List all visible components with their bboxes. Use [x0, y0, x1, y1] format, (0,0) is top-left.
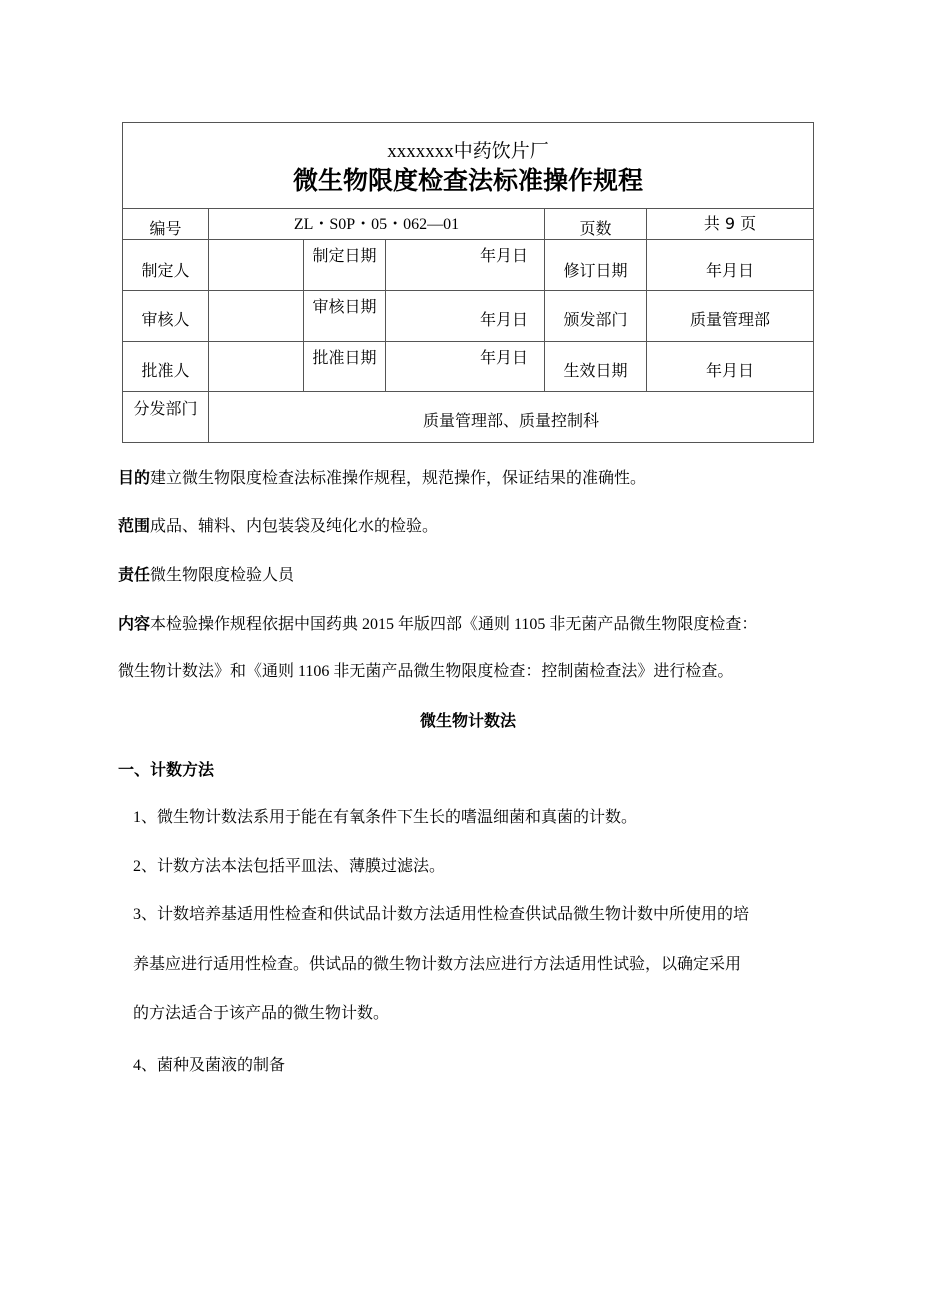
title-cell	[123, 123, 814, 209]
responsibility-paragraph: 责任微生物限度检验人员	[118, 565, 295, 584]
list-item-3-line1: 3、计数培养基适用性检查和供试品计数方法适用性检查供试品微生物计数中所使用的培	[133, 906, 750, 923]
reviewed-date-value: 年月日	[386, 291, 545, 342]
list-item-4: 4、菌种及菌液的制备	[133, 1057, 286, 1074]
list-item-3-line3: 的方法适合于该产品的微生物计数。	[133, 1003, 390, 1022]
issuing-dept-label: 颁发部门	[545, 291, 647, 342]
prepared-date-value: 年月日	[386, 240, 545, 291]
dist-dept-value: 质量管理部、质量控制科	[209, 392, 814, 443]
pages-label: 页数	[545, 209, 647, 240]
revised-date-value: 年月日	[647, 240, 814, 291]
approved-by-label: 批准人	[123, 342, 209, 392]
purpose-paragraph: 目的建立微生物限度检查法标准操作规程，规范操作，保证结果的准确性。	[118, 468, 647, 487]
document-title: 微生物限度检查法标准操作规程	[293, 166, 644, 195]
code-value: ZL・S0P・05・062—01	[209, 209, 545, 240]
dist-dept-label: 分发部门	[123, 392, 209, 443]
content-paragraph-line1: 内容本检验操作规程依据中国药典 2015 年版四部《通则 1105 非无菌产品微生物限度检查：	[118, 614, 758, 633]
effective-date-value: 年月日	[647, 342, 814, 392]
revised-date-label: 修订日期	[545, 240, 647, 291]
issuing-dept-value: 质量管理部	[647, 291, 814, 342]
list-item-1: 1、微生物计数法系用于能在有氧条件下生长的嗜温细菌和真菌的计数。	[133, 809, 638, 826]
effective-date-label: 生效日期	[545, 342, 647, 392]
approved-by-value	[209, 342, 304, 392]
code-label: 编号	[123, 209, 209, 240]
factory-name: xxxxxxx中药饮片厂	[387, 140, 549, 162]
reviewed-by-value	[209, 291, 304, 342]
section-title: 微生物计数法	[419, 711, 516, 730]
pages-value: 共 9 页	[647, 209, 814, 240]
sop-header-table	[122, 122, 814, 443]
reviewed-date-label: 审核日期	[304, 291, 386, 342]
sub-heading: 一、计数方法	[118, 760, 215, 779]
prepared-date-label: 制定日期	[304, 240, 386, 291]
prepared-by-value	[209, 240, 304, 291]
prepared-by-label: 制定人	[123, 240, 209, 291]
list-item-3-line2: 养基应进行适用性检查。供试品的微生物计数方法应进行方法适用性试验，以确定采用	[133, 954, 742, 973]
approved-date-value: 年月日	[386, 342, 545, 392]
content-paragraph-line2: 微生物计数法》和《通则 1106 非无菌产品微生物限度检查：控制菌检查法》进行检查。	[118, 663, 734, 680]
reviewed-by-label: 审核人	[123, 291, 209, 342]
approved-date-label: 批准日期	[304, 342, 386, 392]
list-item-2: 2、计数方法本法包括平皿法、薄膜过滤法。	[133, 858, 446, 875]
scope-paragraph: 范围成品、辅料、内包装袋及纯化水的检验。	[118, 516, 439, 535]
